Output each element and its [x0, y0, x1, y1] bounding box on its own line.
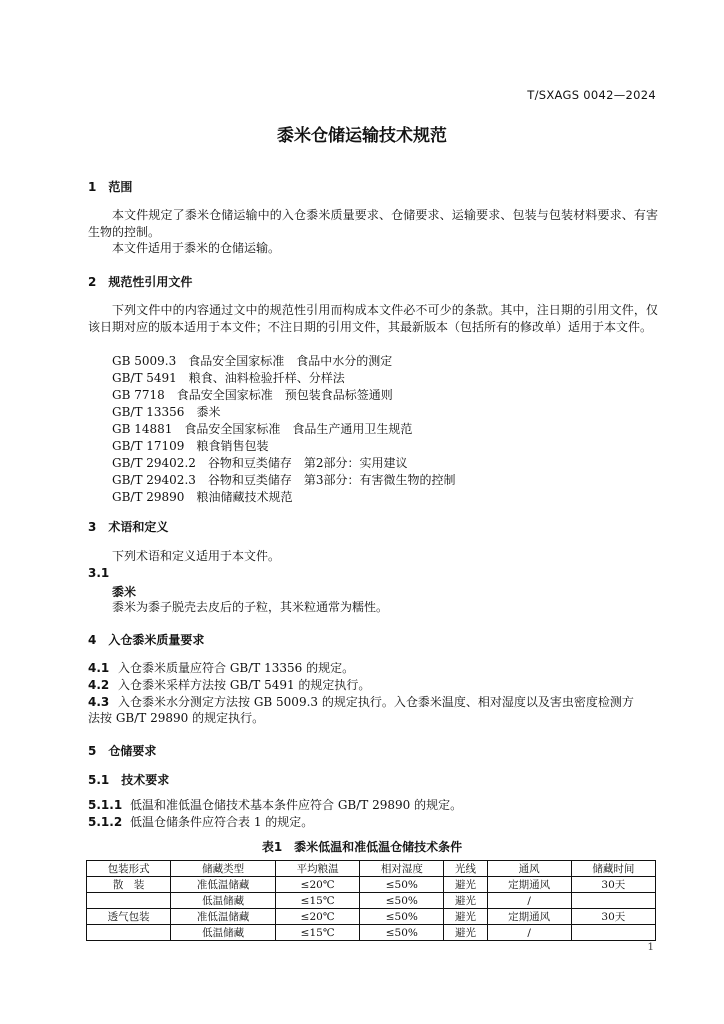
- reference-item: GB/T 5491 粮食、油料检验扦样、分样法: [112, 371, 345, 385]
- clause-text: 低温仓储条件应符合表 1 的规定。: [130, 815, 314, 829]
- reference-item: GB 7718 食品安全国家标准 预包装食品标签通则: [112, 388, 393, 402]
- table-row: [87, 893, 656, 909]
- table-cell: /: [487, 925, 571, 941]
- document-title: 黍米仓储运输技术规范: [277, 126, 447, 146]
- table-cell: 透气包装: [87, 909, 171, 925]
- section-3-paragraph-1: 下列术语和定义适用于本文件。: [112, 549, 281, 563]
- table-cell: ≤15℃: [276, 925, 360, 941]
- table-cell: [571, 925, 655, 941]
- reference-item: GB/T 29890 粮油储藏技术规范: [112, 490, 293, 504]
- clause-number: 4.3: [88, 695, 110, 709]
- table-header-cell: 相对湿度: [360, 861, 444, 877]
- table-cell: ≤15℃: [276, 893, 360, 909]
- clause-number: 4.1: [88, 661, 110, 675]
- table-header-cell: 通风: [487, 861, 571, 877]
- reference-item: GB/T 29402.2 谷物和豆类储存 第2部分：实用建议: [112, 456, 408, 470]
- clause-number: 4.2: [88, 678, 110, 692]
- clause-number: 5.1.1: [88, 798, 123, 812]
- table-cell: [87, 925, 171, 941]
- table-cell: ≤50%: [360, 909, 444, 925]
- table-cell: 定期通风: [487, 909, 571, 925]
- table-caption: 表1 黍米低温和准低温仓储技术条件: [261, 840, 463, 854]
- table-cell: 30天: [571, 877, 655, 893]
- section-5-heading: 5 仓储要求: [88, 744, 157, 758]
- table-header-cell: 包装形式: [87, 861, 171, 877]
- section-4-heading: 4 入仓黍米质量要求: [88, 633, 205, 647]
- clause-item: [88, 797, 462, 814]
- section-1-paragraph-2: 本文件适用于黍米的仓储运输。: [112, 241, 281, 255]
- clause-item: [88, 694, 634, 711]
- table-cell: 散 装: [87, 877, 171, 893]
- term-name: 黍米: [112, 585, 137, 599]
- clause-number: 5.1.2: [88, 815, 123, 829]
- table-cell: /: [487, 893, 571, 909]
- table-row: [87, 925, 656, 941]
- clause-item: [88, 660, 354, 677]
- table-row: [87, 909, 656, 925]
- table-header-row: [87, 861, 656, 877]
- section-2-paragraph-1: 下列文件中的内容通过文中的规范性引用而构成本文件必不可少的条款。其中，注日期的引用文件，仅该日期对应的版本适用于本文件；不注日期的引用文件，其最新版本（包括所有的修改单）适用于本文件。: [88, 303, 658, 334]
- clause-text: 入仓黍米采样方法按 GB/T 5491 的规定执行。: [118, 678, 371, 692]
- table-cell: ≤20℃: [276, 909, 360, 925]
- table-cell: ≤50%: [360, 925, 444, 941]
- table-cell: 低温储藏: [171, 925, 276, 941]
- section-1-paragraph-1: 本文件规定了黍米仓储运输中的入仓黍米质量要求、仓储要求、运输要求、包装与包装材料要求、有害生物的控制。: [88, 208, 658, 239]
- table-cell: [571, 893, 655, 909]
- table-header-cell: 平均粮温: [276, 861, 360, 877]
- table-cell: 避光: [444, 925, 487, 941]
- term-definition: 黍米为黍子脱壳去皮后的子粒，其米粒通常为糯性。: [112, 600, 389, 614]
- table-cell: ≤50%: [360, 877, 444, 893]
- subsection-heading: 5.1 技术要求: [88, 773, 170, 787]
- table-cell: ≤50%: [360, 893, 444, 909]
- reference-item: GB/T 29402.3 谷物和豆类储存 第3部分：有害微生物的控制: [112, 473, 456, 487]
- page-number: 1: [647, 941, 654, 953]
- section-2-heading: 2 规范性引用文件: [88, 275, 193, 289]
- clause-item: [88, 677, 370, 694]
- section-1-heading: 1 范围: [88, 180, 133, 194]
- reference-item: GB 5009.3 食品安全国家标准 食品中水分的测定: [112, 354, 393, 368]
- table-row: [87, 877, 656, 893]
- clause-text: 低温和准低温仓储技术基本条件应符合 GB/T 29890 的规定。: [130, 798, 463, 812]
- reference-item: GB/T 17109 粮食销售包装: [112, 439, 269, 453]
- storage-conditions-table: [86, 860, 656, 941]
- section-3-heading: 3 术语和定义: [88, 520, 169, 534]
- term-number: 3.1: [88, 566, 110, 580]
- clause-item: [88, 814, 313, 831]
- table-cell: 低温储藏: [171, 893, 276, 909]
- table-cell: 避光: [444, 877, 487, 893]
- table-header-cell: 储藏时间: [571, 861, 655, 877]
- table-cell: 避光: [444, 909, 487, 925]
- table-cell: 30天: [571, 909, 655, 925]
- clause-continuation: 法按 GB/T 29890 的规定执行。: [88, 711, 265, 725]
- table-cell: 避光: [444, 893, 487, 909]
- table-cell: 定期通风: [487, 877, 571, 893]
- table-cell: 准低温储藏: [171, 909, 276, 925]
- standard-code: T/SXAGS 0042—2024: [527, 88, 656, 102]
- reference-item: GB 14881 食品安全国家标准 食品生产通用卫生规范: [112, 422, 413, 436]
- table-header-cell: 储藏类型: [171, 861, 276, 877]
- clause-text: 入仓黍米水分测定方法按 GB 5009.3 的规定执行。入仓黍米温度、相对湿度以及害虫密度检测方: [118, 695, 634, 709]
- reference-item: GB/T 13356 黍米: [112, 405, 221, 419]
- table-header-cell: 光线: [444, 861, 487, 877]
- table-cell: ≤20℃: [276, 877, 360, 893]
- table-cell: [87, 893, 171, 909]
- clause-text: 入仓黍米质量应符合 GB/T 13356 的规定。: [118, 661, 355, 675]
- table-cell: 准低温储藏: [171, 877, 276, 893]
